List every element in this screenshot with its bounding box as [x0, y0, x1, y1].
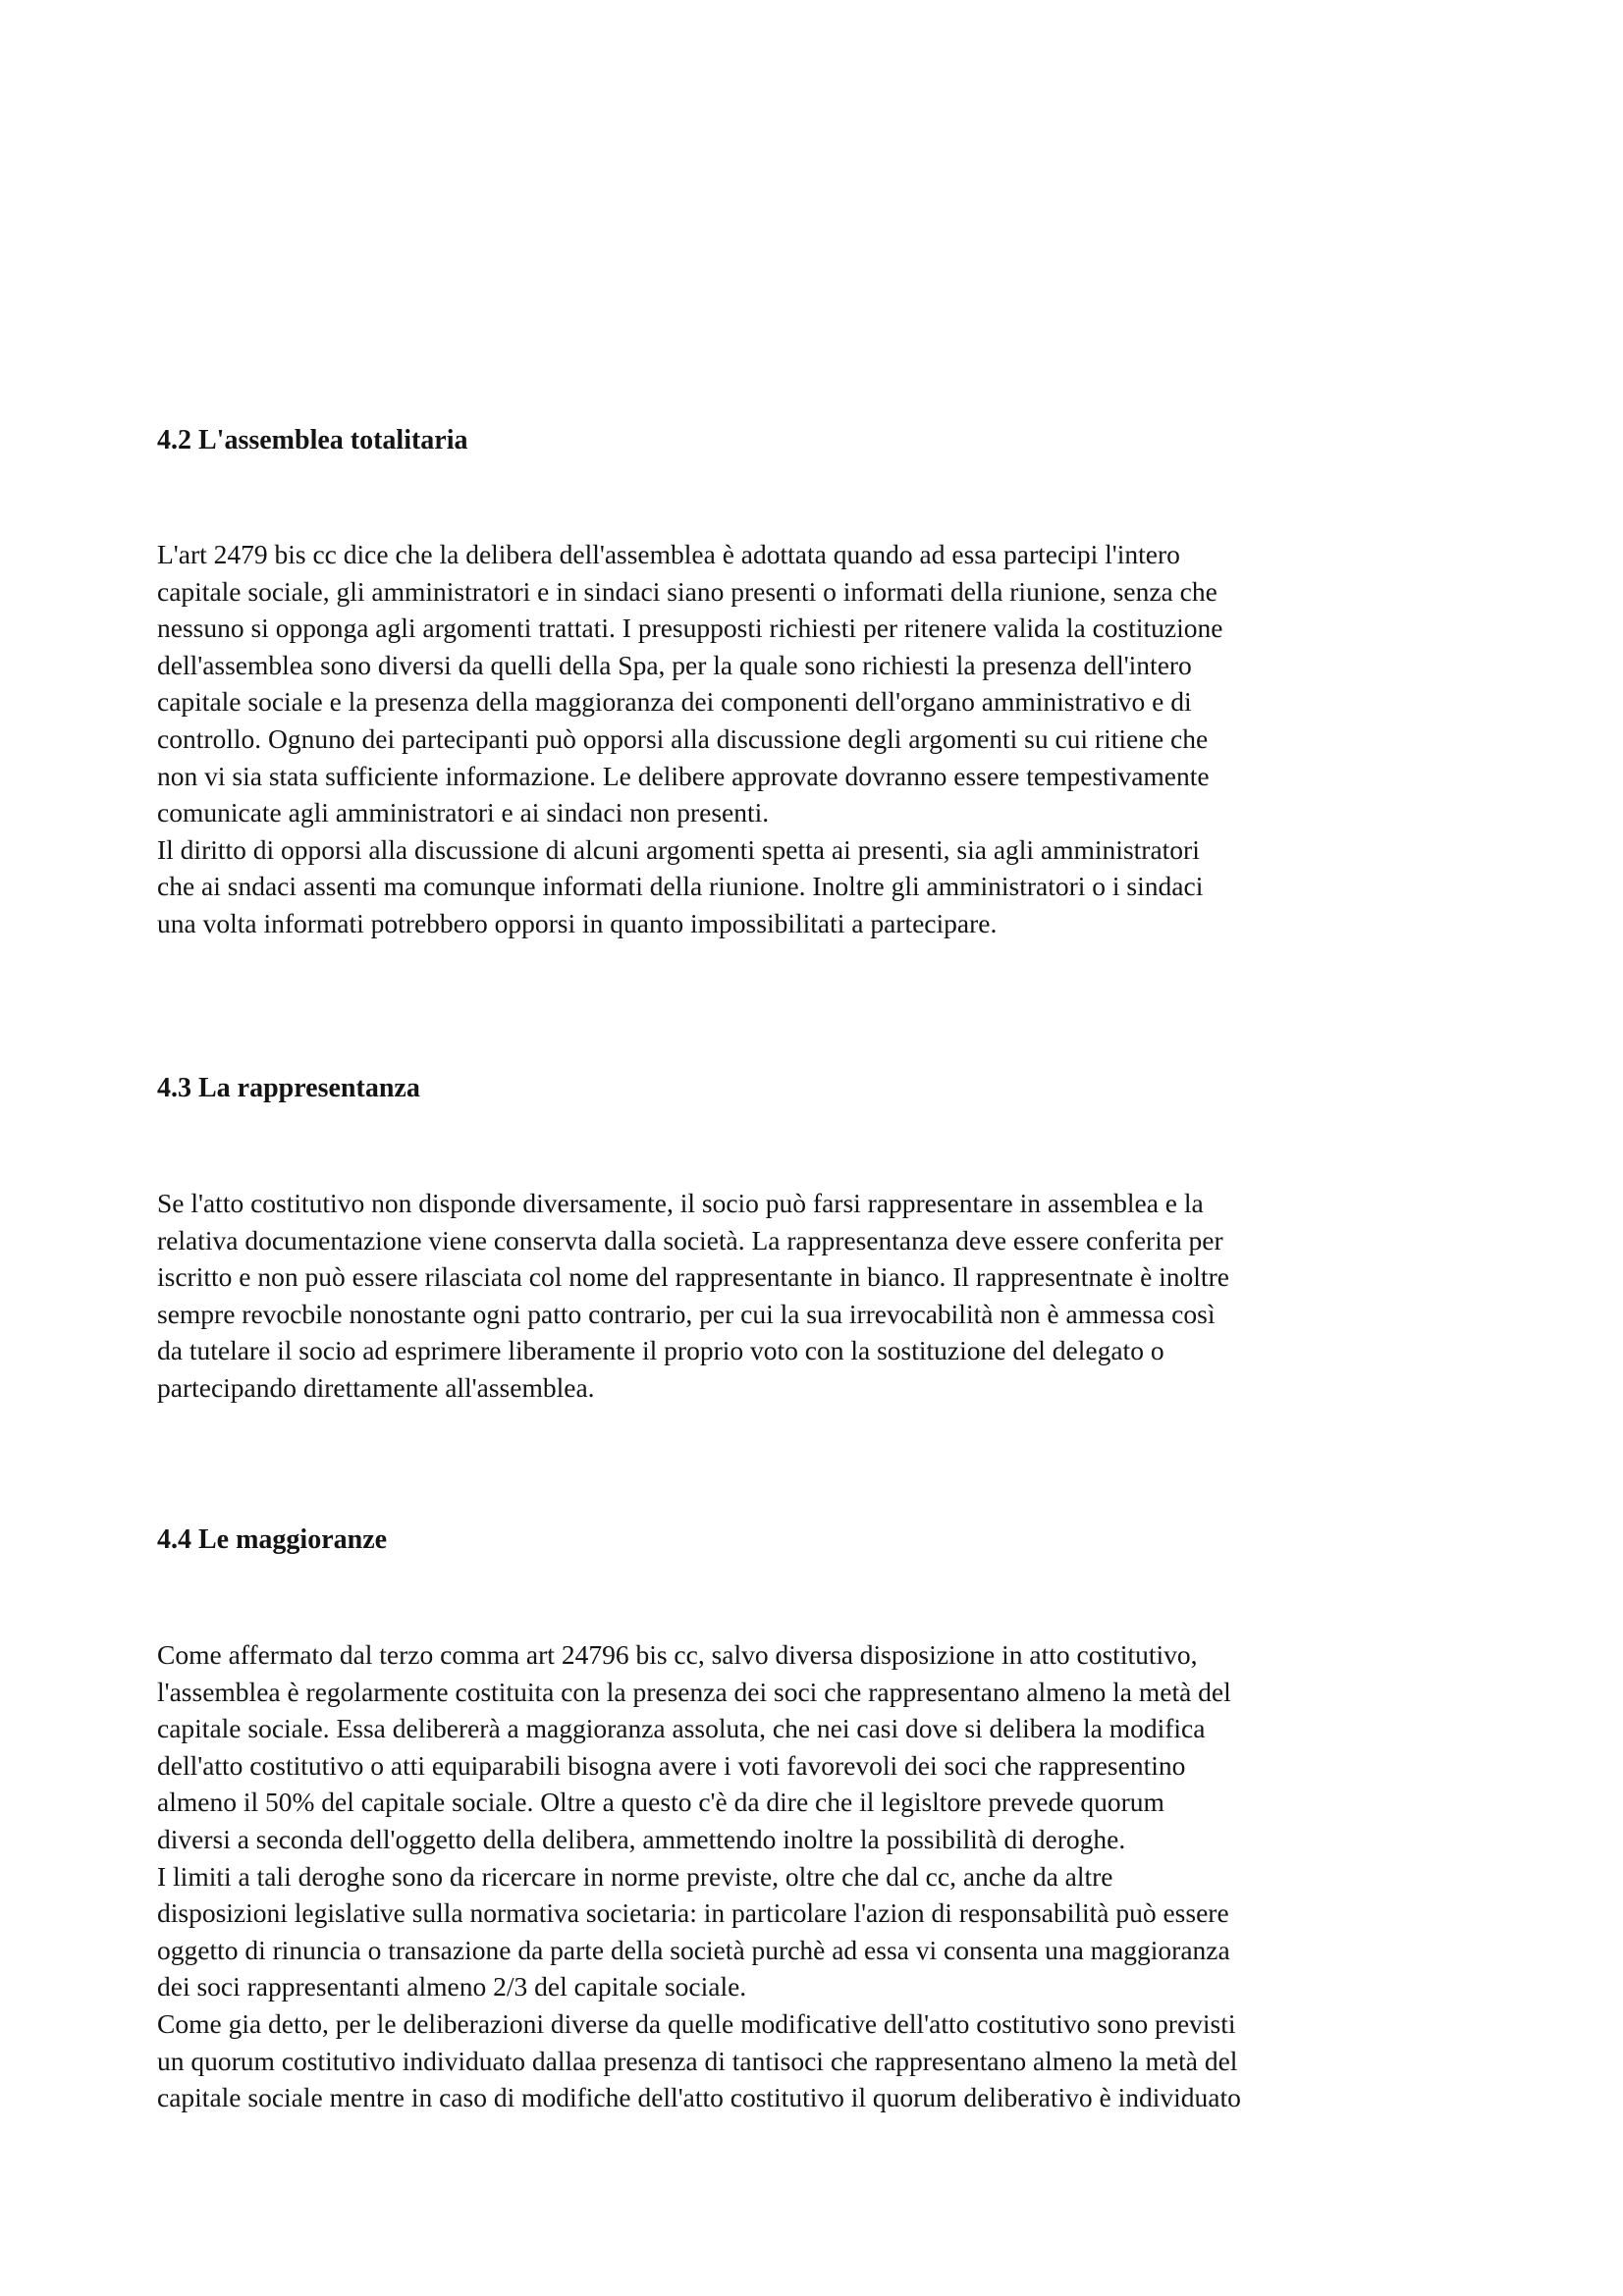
text-line: partecipando direttamente all'assemblea. [157, 1371, 595, 1403]
text-line: capitale sociale e la presenza della maggioranza dei componenti dell'organo amministrativo e di [157, 686, 1192, 718]
text-line: Il diritto di opporsi alla discussione di alcuni argomenti spetta ai presenti, sia agli amministratori [157, 833, 1200, 865]
text-line: oggetto di rinuncia o transazione da parte della società purchè ad essa vi consenta una maggioranza [157, 1934, 1230, 1965]
text-line: capitale sociale mentre in caso di modifiche dell'atto costitutivo il quorum deliberativo è individuato [157, 2082, 1241, 2113]
text-line: capitale sociale, gli amministratori e in sindaci siano presenti o informati della riunione, senza che [157, 575, 1217, 607]
text-line: capitale sociale. Essa delibererà a maggioranza assoluta, che nei casi dove si delibera la modifica [157, 1713, 1206, 1744]
text-line: L'art 2479 bis cc dice che la delibera dell'assemblea è adottata quando ad essa partecipi l'intero [157, 539, 1180, 569]
text-line: non vi sia stata sufficiente informazione. Le delibere approvate dovranno essere tempestivamente [157, 760, 1210, 791]
text-line: relativa documentazione viene conservta dalla società. La rappresentanza deve essere conferita per [157, 1224, 1223, 1255]
text-line: una volta informati potrebbero opporsi in quanto impossibilitati a partecipare. [157, 907, 998, 938]
section-heading-4-4: 4.4 Le maggioranze [157, 1524, 388, 1555]
text-line: un quorum costitutivo individuato dallaa presenza di tantisoci che rappresentano almeno la metà del [157, 2045, 1238, 2076]
text-line: almeno il 50% del capitale sociale. Oltre a questo c'è da dire che il legisltore prevede quorum [157, 1787, 1164, 1818]
section-heading-4-2: 4.2 L'assemblea totalitaria [157, 425, 468, 455]
text-line: che ai sndaci assenti ma comunque informati della riunione. Inoltre gli amministratori o i sindaci [157, 871, 1204, 902]
text-line: l'assemblea è regolarmente costituita con la presenza dei soci che rappresentano almeno la metà del [157, 1676, 1231, 1707]
section-body-4-4 [157, 1636, 1492, 2116]
text-line: I limiti a tali deroghe sono da ricercare in norme previste, oltre che dal cc, anche da altre [157, 1860, 1113, 1892]
text-line: diversi a seconda dell'oggetto della delibera, ammettendo inoltre la possibilità di deroghe. [157, 1823, 1126, 1854]
text-line: disposizioni legislative sulla normativa societaria: in particolare l'azion di responsabilità può essere [157, 1897, 1229, 1929]
section-body-4-2 [157, 536, 1492, 942]
text-line: dell'atto costitutivo o atti equiparabili bisogna avere i voti favorevoli dei soci che rappresentino [157, 1749, 1186, 1781]
text-line: da tutelare il socio ad esprimere liberamente il proprio voto con la sostituzione del delegato o [157, 1335, 1164, 1366]
text-line: Come affermato dal terzo comma art 24796 bis cc, salvo diversa disposizione in atto costitutivo, [157, 1639, 1198, 1670]
text-line: dei soci rappresentanti almeno 2/3 del capitale sociale. [157, 1971, 747, 2002]
section-heading-4-3: 4.3 La rappresentanza [157, 1073, 420, 1103]
text-line: nessuno si opponga agli argomenti trattati. I presupposti richiesti per ritenere valida la costituzione [157, 613, 1223, 644]
text-line: comunicate agli amministratori e ai sindaci non presenti. [157, 797, 770, 828]
text-line: iscritto e non può essere rilasciata col nome del rappresentante in bianco. Il rappresentnate è inoltre [157, 1261, 1229, 1293]
text-line: sempre revocbile nonostante ogni patto contrario, per cui la sua irrevocabilità non è ammessa così [157, 1298, 1216, 1329]
section-body-4-3 [157, 1185, 1492, 1407]
text-line: Se l'atto costitutivo non disponde diversamente, il socio può farsi rappresentare in assemblea e la [157, 1188, 1204, 1218]
text-line: Come gia detto, per le deliberazioni diverse da quelle modificative dell'atto costitutivo sono previsti [157, 2007, 1236, 2039]
text-line: dell'assemblea sono diversi da quelli della Spa, per la quale sono richiesti la presenza dell'intero [157, 649, 1192, 680]
text-line: controllo. Ognuno dei partecipanti può opporsi alla discussione degli argomenti su cui ritiene che [157, 722, 1209, 754]
